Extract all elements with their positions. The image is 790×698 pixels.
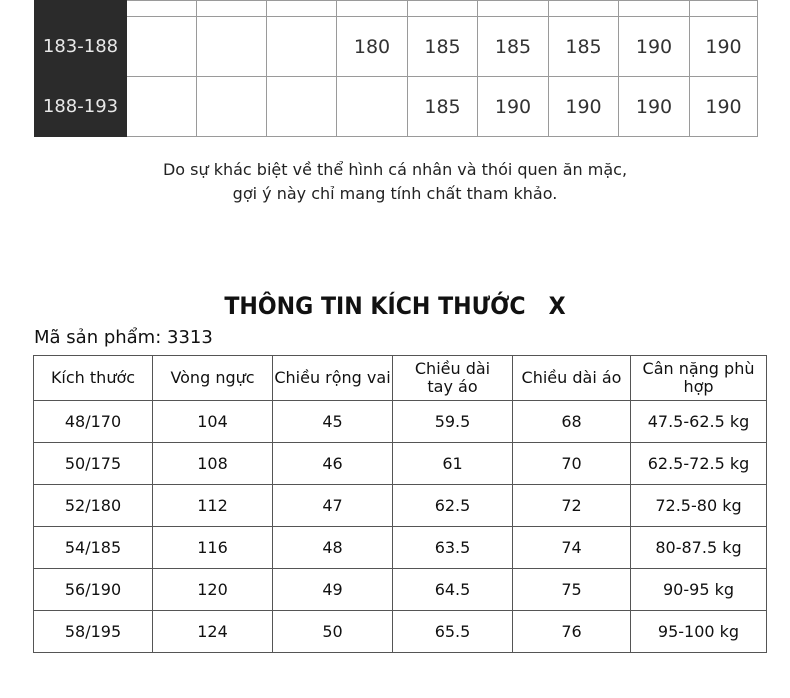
- height-weight-chart: [34, 0, 758, 137]
- size-info-title: THÔNG TIN KÍCH THƯỚC X: [224, 292, 566, 320]
- chart-cell: [549, 1, 619, 17]
- cell-size: 48/170: [34, 401, 153, 443]
- chart-cell: [337, 1, 408, 17]
- header-sleeve-line-2: tay áo: [427, 377, 478, 396]
- cell-length: 68: [513, 401, 631, 443]
- header-shoulder: Chiều rộng vai: [273, 356, 393, 401]
- chart-cell: 190: [478, 77, 549, 137]
- cell-sleeve: 61: [393, 443, 513, 485]
- cell-size: 50/175: [34, 443, 153, 485]
- chart-cell: 185: [478, 17, 549, 77]
- cell-sleeve: 59.5: [393, 401, 513, 443]
- cell-chest: 112: [153, 485, 273, 527]
- table-row: [34, 569, 767, 611]
- cell-weight: 62.5-72.5 kg: [631, 443, 767, 485]
- chart-cell: [408, 1, 478, 17]
- cell-sleeve: 62.5: [393, 485, 513, 527]
- cell-sleeve: 65.5: [393, 611, 513, 653]
- cell-size: 52/180: [34, 485, 153, 527]
- cell-sleeve: 63.5: [393, 527, 513, 569]
- cell-length: 75: [513, 569, 631, 611]
- chart-cell: [267, 77, 337, 137]
- header-chest: Vòng ngực: [153, 356, 273, 401]
- chart-cell: [478, 1, 549, 17]
- header-size: Kích thước: [34, 356, 153, 401]
- table-row: [34, 401, 767, 443]
- table-row: [34, 527, 767, 569]
- row-label: [35, 1, 127, 17]
- table-row: [34, 611, 767, 653]
- chart-cell: 190: [619, 77, 690, 137]
- chart-cell: [127, 17, 197, 77]
- chart-cell: [127, 1, 197, 17]
- chart-cell: 190: [690, 17, 758, 77]
- cell-length: 72: [513, 485, 631, 527]
- chart-cell: 190: [690, 77, 758, 137]
- chart-cell: [197, 1, 267, 17]
- chart-cell: [127, 77, 197, 137]
- header-sleeve-line-1: Chiều dài: [414, 359, 491, 378]
- cell-weight: 80-87.5 kg: [631, 527, 767, 569]
- cell-chest: 116: [153, 527, 273, 569]
- chart-cell: 190: [549, 77, 619, 137]
- header-weight: Cân nặng phù hợp: [631, 356, 767, 401]
- disclaimer-line-2: gợi ý này chỉ mang tính chất tham khảo.: [232, 184, 558, 203]
- chart-cell: [267, 1, 337, 17]
- disclaimer-line-1: Do sự khác biệt về thể hình cá nhân và thói quen ăn mặc,: [162, 160, 628, 179]
- row-label: 188-193: [35, 77, 127, 137]
- table-row: [34, 443, 767, 485]
- cell-weight: 90-95 kg: [631, 569, 767, 611]
- chart-cell: [197, 17, 267, 77]
- chart-row: [35, 1, 758, 17]
- header-length: Chiều dài áo: [513, 356, 631, 401]
- cell-chest: 104: [153, 401, 273, 443]
- cell-chest: 124: [153, 611, 273, 653]
- chart-cell: 180: [337, 17, 408, 77]
- cell-size: 58/195: [34, 611, 153, 653]
- chart-cell: 190: [619, 17, 690, 77]
- cell-sleeve: 64.5: [393, 569, 513, 611]
- cell-shoulder: 50: [273, 611, 393, 653]
- chart-cell: 185: [408, 17, 478, 77]
- row-label: 183-188: [35, 17, 127, 77]
- size-table-header: [34, 356, 767, 401]
- cell-size: 54/185: [34, 527, 153, 569]
- cell-weight: 95-100 kg: [631, 611, 767, 653]
- cell-length: 74: [513, 527, 631, 569]
- product-code: Mã sản phẩm: 3313: [34, 327, 213, 348]
- chart-cell: [690, 1, 758, 17]
- cell-shoulder: 48: [273, 527, 393, 569]
- chart-cell: 185: [408, 77, 478, 137]
- cell-length: 70: [513, 443, 631, 485]
- cell-shoulder: 46: [273, 443, 393, 485]
- cell-weight: 72.5-80 kg: [631, 485, 767, 527]
- chart-row: [35, 17, 758, 77]
- chart-cell: [267, 17, 337, 77]
- header-sleeve: [393, 356, 513, 401]
- chart-cell: [619, 1, 690, 17]
- cell-chest: 108: [153, 443, 273, 485]
- cell-chest: 120: [153, 569, 273, 611]
- cell-shoulder: 45: [273, 401, 393, 443]
- chart-cell: [197, 77, 267, 137]
- chart-cell: [337, 77, 408, 137]
- chart-row: [35, 77, 758, 137]
- chart-cell: 185: [549, 17, 619, 77]
- cell-weight: 47.5-62.5 kg: [631, 401, 767, 443]
- cell-size: 56/190: [34, 569, 153, 611]
- cell-shoulder: 49: [273, 569, 393, 611]
- cell-length: 76: [513, 611, 631, 653]
- table-row: [34, 485, 767, 527]
- size-table: [33, 355, 767, 653]
- cell-shoulder: 47: [273, 485, 393, 527]
